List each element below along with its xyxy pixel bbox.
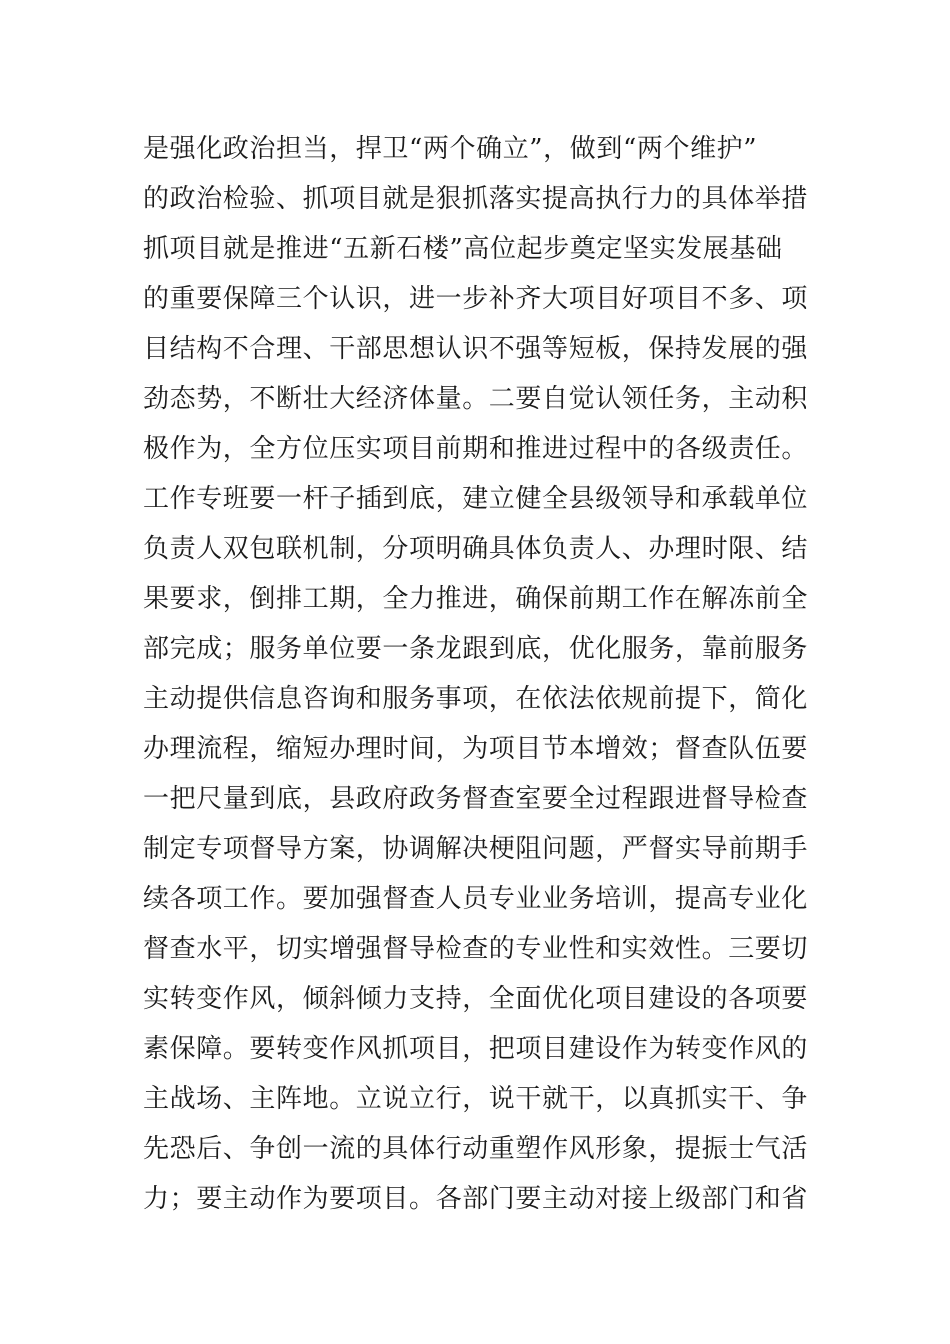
text-line: 一把尺量到底，县政府政务督查室要全过程跟进督导检查	[143, 784, 809, 814]
body-text	[143, 124, 823, 1224]
text-line: 劲态势，不断壮大经济体量。二要自觉认领任务，主动积	[143, 384, 809, 414]
text-line: 办理流程，缩短办理时间，为项目节本增效；督查队伍要	[143, 734, 809, 764]
text-line: 的政治检验、抓项目就是狠抓落实提高执行力的具体举措	[143, 184, 809, 214]
text-line: 是强化政治担当，捍卫“两个确立”，做到“两个维护”	[143, 134, 758, 164]
text-line: 实转变作风，倾斜倾力支持，全面优化项目建设的各项要	[143, 984, 809, 1014]
text-line: 力；要主动作为要项目。各部门要主动对接上级部门和省	[143, 1184, 809, 1214]
text-line: 目结构不合理、干部思想认识不强等短板，保持发展的强	[143, 334, 809, 364]
text-line: 制定专项督导方案，协调解决梗阻问题，严督实导前期手	[143, 834, 809, 864]
text-line: 部完成；服务单位要一条龙跟到底，优化服务，靠前服务	[143, 634, 809, 664]
text-line: 的重要保障三个认识，进一步补齐大项目好项目不多、项	[143, 284, 809, 314]
text-line: 素保障。要转变作风抓项目，把项目建设作为转变作风的	[143, 1034, 809, 1064]
text-line: 负责人双包联机制，分项明确具体负责人、办理时限、结	[143, 534, 809, 564]
text-line: 抓项目就是推进“五新石楼”高位起步奠定坚实发展基础	[143, 234, 783, 264]
text-line: 督查水平，切实增强督导检查的专业性和实效性。三要切	[143, 934, 809, 964]
text-line: 续各项工作。要加强督查人员专业业务培训，提高专业化	[143, 884, 809, 914]
text-line: 极作为，全方位压实项目前期和推进过程中的各级责任。	[143, 434, 809, 464]
text-line: 先恐后、争创一流的具体行动重塑作风形象，提振士气活	[143, 1134, 809, 1164]
text-line: 工作专班要一杆子插到底，建立健全县级领导和承载单位	[143, 484, 809, 514]
text-line: 主动提供信息咨询和服务事项，在依法依规前提下，简化	[143, 684, 809, 714]
text-line: 主战场、主阵地。立说立行，说干就干，以真抓实干、争	[143, 1084, 809, 1114]
text-line: 果要求，倒排工期，全力推进，确保前期工作在解冻前全	[143, 584, 809, 614]
